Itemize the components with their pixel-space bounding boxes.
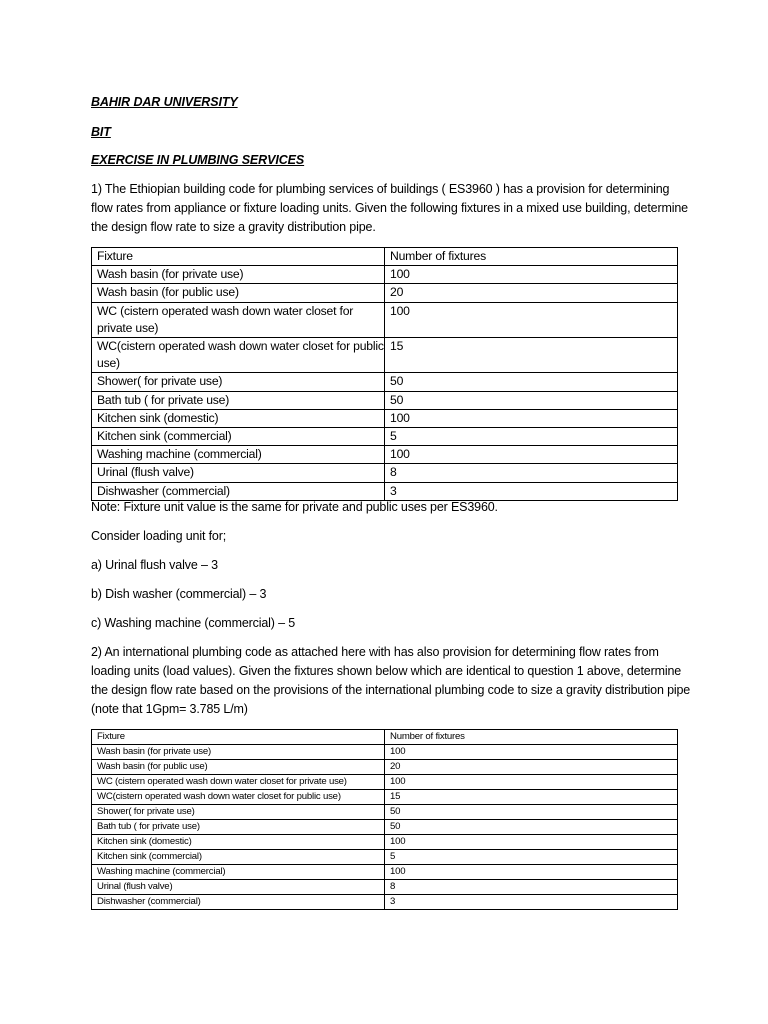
table-row xyxy=(92,428,678,446)
table-row xyxy=(92,284,678,302)
exercise-title: EXERCISE IN PLUMBING SERVICES xyxy=(91,153,305,167)
fixture-cell: Bath tub ( for private use) xyxy=(92,391,385,409)
loading-item-a: a) Urinal flush valve – 3 xyxy=(91,558,218,572)
question-1-number: 1 xyxy=(91,182,98,196)
table-row xyxy=(92,302,678,337)
table-header-row xyxy=(92,730,678,745)
column-header-fixture: Fixture xyxy=(92,730,385,745)
fixture-cell: Kitchen sink (commercial) xyxy=(92,428,385,446)
table-row xyxy=(92,895,678,910)
fixture-cell: Wash basin (for public use) xyxy=(92,760,385,775)
fixture-table-2 xyxy=(91,729,678,910)
table-row xyxy=(92,745,678,760)
fixture-cell: Kitchen sink (commercial) xyxy=(92,850,385,865)
fixture-cell: Wash basin (for private use) xyxy=(92,745,385,760)
count-cell: 50 xyxy=(385,391,678,409)
fixture-table-1 xyxy=(91,247,678,501)
count-cell: 20 xyxy=(385,284,678,302)
table-row xyxy=(92,835,678,850)
count-cell: 100 xyxy=(385,266,678,284)
fixture-table-1-body xyxy=(92,248,678,501)
count-cell: 100 xyxy=(385,409,678,427)
table-row xyxy=(92,790,678,805)
fixture-cell: WC (cistern operated wash down water closet for private use) xyxy=(92,775,385,790)
fixture-cell: Bath tub ( for private use) xyxy=(92,820,385,835)
table-header-row xyxy=(92,248,678,266)
fixture-cell: Wash basin (for public use) xyxy=(92,284,385,302)
count-cell: 3 xyxy=(385,482,678,500)
fixture-table-2-body xyxy=(92,730,678,910)
fixture-cell: Kitchen sink (domestic) xyxy=(92,835,385,850)
loading-item-c: c) Washing machine (commercial) – 5 xyxy=(91,616,296,630)
table-row xyxy=(92,446,678,464)
table-row xyxy=(92,266,678,284)
table-row xyxy=(92,464,678,482)
count-cell: 15 xyxy=(385,790,678,805)
fixture-unit-note: Note: Fixture unit value is the same for private and public uses per ES3960. xyxy=(91,500,498,514)
count-cell: 8 xyxy=(385,464,678,482)
count-cell: 5 xyxy=(385,850,678,865)
table-row xyxy=(92,805,678,820)
count-cell: 50 xyxy=(385,820,678,835)
count-cell: 50 xyxy=(385,805,678,820)
table-row xyxy=(92,409,678,427)
fixture-cell: WC (cistern operated wash down water closet for private use) xyxy=(92,302,385,337)
question-1-body: ) The Ethiopian building code for plumbing services of buildings ( ES3960 ) has a provision for determining flow rates from appliance or fixture loading units. Given the following fixtures in a mixed use building, determine the design flow rate to size a gravity distribution pipe. xyxy=(91,182,688,234)
count-cell: 100 xyxy=(385,775,678,790)
fixture-cell: Shower( for private use) xyxy=(92,805,385,820)
fixture-cell: Washing machine (commercial) xyxy=(92,446,385,464)
count-cell: 8 xyxy=(385,880,678,895)
count-cell: 100 xyxy=(385,302,678,337)
table-row xyxy=(92,338,678,373)
fixture-cell: Kitchen sink (domestic) xyxy=(92,409,385,427)
column-header-count: Number of fixtures xyxy=(385,730,678,745)
question-1-text xyxy=(91,180,691,237)
table-row xyxy=(92,775,678,790)
university-heading: BAHIR DAR UNIVERSITY xyxy=(91,95,238,109)
table-row xyxy=(92,391,678,409)
count-cell: 20 xyxy=(385,760,678,775)
count-cell: 50 xyxy=(385,373,678,391)
table-row xyxy=(92,482,678,500)
count-cell: 100 xyxy=(385,745,678,760)
fixture-cell: Shower( for private use) xyxy=(92,373,385,391)
table-row xyxy=(92,865,678,880)
fixture-cell: WC(cistern operated wash down water closet for public use) xyxy=(92,790,385,805)
institute-heading: BIT xyxy=(91,125,111,139)
count-cell: 15 xyxy=(385,338,678,373)
count-cell: 5 xyxy=(385,428,678,446)
loading-intro: Consider loading unit for; xyxy=(91,529,227,543)
fixture-cell: Urinal (flush valve) xyxy=(92,880,385,895)
table-row xyxy=(92,820,678,835)
table-row xyxy=(92,880,678,895)
loading-item-b: b) Dish washer (commercial) – 3 xyxy=(91,587,267,601)
table-row xyxy=(92,760,678,775)
table-row xyxy=(92,850,678,865)
column-header-fixture: Fixture xyxy=(92,248,385,266)
fixture-cell: Urinal (flush valve) xyxy=(92,464,385,482)
question-2-text: 2) An international plumbing code as attached here with has also provision for determining flow rates from loading units (load values). Given the fixtures shown below which are identical to question 1 above, determine the design flow rate based on the provisions of the international plumbing code to size a gravity distribution pipe (note that 1Gpm= 3.785 L/m) xyxy=(91,645,691,716)
count-cell: 100 xyxy=(385,446,678,464)
count-cell: 100 xyxy=(385,865,678,880)
fixture-cell: Dishwasher (commercial) xyxy=(92,895,385,910)
fixture-cell: Washing machine (commercial) xyxy=(92,865,385,880)
table-row xyxy=(92,373,678,391)
count-cell: 3 xyxy=(385,895,678,910)
column-header-count: Number of fixtures xyxy=(385,248,678,266)
fixture-cell: WC(cistern operated wash down water closet for public use) xyxy=(92,338,385,373)
count-cell: 100 xyxy=(385,835,678,850)
fixture-cell: Dishwasher (commercial) xyxy=(92,482,385,500)
fixture-cell: Wash basin (for private use) xyxy=(92,266,385,284)
